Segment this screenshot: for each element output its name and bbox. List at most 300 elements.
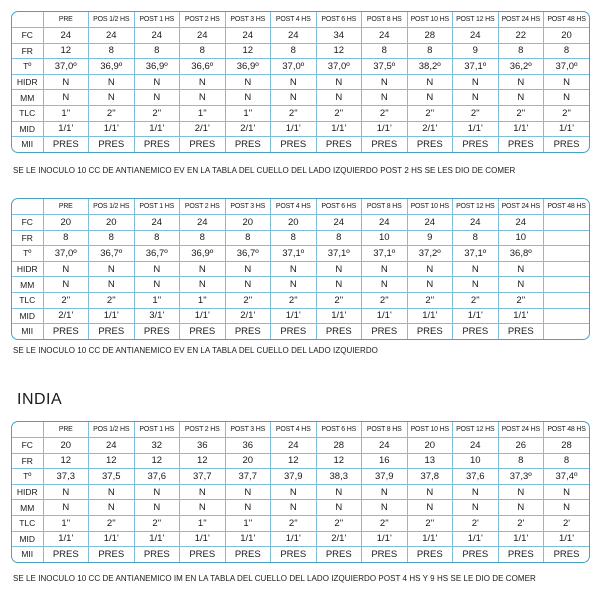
column-header: PRE — [43, 199, 89, 215]
table-cell: PRES — [407, 547, 453, 562]
table-cell: 1/1' — [453, 531, 499, 547]
table-cell: 37,1º — [362, 246, 408, 262]
table-cell: N — [498, 484, 544, 500]
table-cell: 2" — [134, 515, 180, 531]
table-cell: 28 — [544, 438, 590, 454]
table-cell: 2" — [225, 292, 271, 308]
table-cell: PRES — [225, 547, 271, 562]
table-cell: 1/1' — [362, 121, 408, 137]
table-cell: 26 — [498, 438, 544, 454]
table-row — [12, 28, 589, 44]
table-cell: N — [89, 500, 135, 516]
table-cell: 1" — [134, 292, 180, 308]
column-header: POST 12 HS — [453, 422, 499, 438]
table-cell: 24 — [453, 215, 499, 231]
table-cell: 20 — [271, 215, 317, 231]
table-cell: 2/1' — [43, 308, 89, 324]
column-header: POST 2 HS — [180, 199, 226, 215]
column-header: POST 12 HS — [453, 199, 499, 215]
column-header: POST 12 HS — [453, 12, 499, 28]
table-cell: 2" — [89, 292, 135, 308]
table-cell: PRES — [316, 547, 362, 562]
row-label: MID — [12, 531, 43, 547]
table-cell: 8 — [544, 453, 590, 469]
table-cell: 1" — [180, 292, 226, 308]
table-cell — [544, 261, 590, 277]
column-header: POST 3 HS — [225, 422, 271, 438]
table-cell: 2/1' — [180, 121, 226, 137]
table-cell: PRES — [43, 137, 89, 152]
table-cell: 8 — [362, 43, 408, 59]
table-cell: N — [225, 484, 271, 500]
table-cell: 1/1' — [271, 531, 317, 547]
table-cell: 2/1' — [225, 121, 271, 137]
table-cell: 2" — [271, 105, 317, 121]
table-cell: 36,9º — [180, 246, 226, 262]
table-cell: 2" — [271, 515, 317, 531]
column-header: POST 24 HS — [498, 199, 544, 215]
table-cell: 36 — [225, 438, 271, 454]
column-header: POST 10 HS — [407, 422, 453, 438]
table-cell: PRES — [271, 324, 317, 339]
corner-cell — [12, 422, 43, 438]
table-cell: N — [453, 90, 499, 106]
table-cell: 37,3 — [43, 469, 89, 485]
column-header: POST 10 HS — [407, 12, 453, 28]
table-cell: 1/1' — [498, 531, 544, 547]
column-header: POST 48 HS — [544, 422, 590, 438]
table-cell: N — [225, 90, 271, 106]
column-header: POST 8 HS — [362, 422, 408, 438]
table-cell: PRES — [43, 547, 89, 562]
vitals-table — [12, 422, 589, 562]
table-cell: 2" — [362, 105, 408, 121]
table-cell: 37,0º — [43, 59, 89, 75]
table-cell: N — [316, 261, 362, 277]
table-cell: 24 — [89, 28, 135, 44]
row-label: HIDR — [12, 484, 43, 500]
table-cell: N — [180, 74, 226, 90]
table-cell: 24 — [362, 215, 408, 231]
table-cell: 20 — [407, 438, 453, 454]
table-cell: N — [271, 484, 317, 500]
table-cell: N — [544, 90, 590, 106]
table-cell: 12 — [134, 453, 180, 469]
table-cell: 2' — [544, 515, 590, 531]
row-label: FR — [12, 230, 43, 246]
column-header: POST 2 HS — [180, 422, 226, 438]
table-cell: PRES — [362, 137, 408, 152]
table-cell: PRES — [180, 324, 226, 339]
table-cell: N — [225, 500, 271, 516]
table-cell: N — [89, 74, 135, 90]
table-cell: 24 — [362, 438, 408, 454]
table-cell: 2/1' — [407, 121, 453, 137]
table-cell: 38,2º — [407, 59, 453, 75]
table-cell: 22 — [498, 28, 544, 44]
table-cell: N — [43, 261, 89, 277]
header-row — [12, 199, 589, 215]
table-cell: 2' — [453, 515, 499, 531]
table-cell: 37,0º — [43, 246, 89, 262]
row-label: Tº — [12, 246, 43, 262]
table-cell: N — [43, 90, 89, 106]
table-cell: 37,2º — [407, 246, 453, 262]
table-row — [12, 230, 589, 246]
table-cell: 36 — [180, 438, 226, 454]
table-cell: 36,9º — [134, 59, 180, 75]
table-cell: 8 — [134, 230, 180, 246]
table-cell: 2" — [544, 105, 590, 121]
table-cell: N — [316, 74, 362, 90]
table-cell: 37,0º — [316, 59, 362, 75]
table-row — [12, 90, 589, 106]
table-cell: N — [407, 277, 453, 293]
column-header: POST 3 HS — [225, 12, 271, 28]
row-label: MM — [12, 500, 43, 516]
table-cell: N — [134, 90, 180, 106]
table-cell: N — [362, 277, 408, 293]
table-cell: N — [89, 484, 135, 500]
table-cell: 24 — [453, 28, 499, 44]
table-cell: 13 — [407, 453, 453, 469]
table-cell: 2" — [89, 105, 135, 121]
table-cell: 2" — [134, 105, 180, 121]
table-cell: 20 — [544, 28, 590, 44]
table-cell: PRES — [271, 137, 317, 152]
table-row — [12, 308, 589, 324]
table-cell: 37,1º — [271, 246, 317, 262]
table-cell: 20 — [225, 453, 271, 469]
table-cell: N — [89, 277, 135, 293]
table-cell: 2" — [498, 292, 544, 308]
table-cell: 2" — [498, 105, 544, 121]
column-header: POST 10 HS — [407, 199, 453, 215]
table-cell: 10 — [453, 453, 499, 469]
table-cell: 37,5º — [362, 59, 408, 75]
table-cell: PRES — [89, 547, 135, 562]
table-cell: N — [453, 500, 499, 516]
table-cell: 1" — [225, 515, 271, 531]
table-cell: N — [225, 261, 271, 277]
table-row — [12, 324, 589, 339]
table-cell: PRES — [453, 324, 499, 339]
row-label: MM — [12, 277, 43, 293]
row-label: MM — [12, 90, 43, 106]
table-cell: 37,0º — [544, 59, 590, 75]
table-cell: 37,5 — [89, 469, 135, 485]
table-cell: 37,9 — [271, 469, 317, 485]
table-cell: 1/1' — [316, 308, 362, 324]
table-row — [12, 121, 589, 137]
table-cell: N — [498, 277, 544, 293]
table-cell: N — [316, 277, 362, 293]
row-label: FR — [12, 453, 43, 469]
column-header: PRE — [43, 422, 89, 438]
table-row — [12, 292, 589, 308]
table-cell: PRES — [316, 137, 362, 152]
row-label: FC — [12, 438, 43, 454]
table-row — [12, 438, 589, 454]
table-cell: PRES — [225, 324, 271, 339]
table-cell: 8 — [89, 43, 135, 59]
table-cell: 24 — [180, 215, 226, 231]
vitals-table — [12, 12, 589, 152]
caption-2: SE LE INOCULO 10 CC DE ANTIANEMICO EV EN LA TABLA DEL CUELLO DEL LADO IZQUIERDO — [13, 346, 378, 355]
table-cell: 1/1' — [180, 531, 226, 547]
table-cell: 24 — [43, 28, 89, 44]
column-header: POST 4 HS — [271, 12, 317, 28]
table-row — [12, 137, 589, 152]
table-cell: 24 — [271, 28, 317, 44]
table-cell: 2/1' — [225, 308, 271, 324]
table-cell: 1" — [225, 105, 271, 121]
table-cell: N — [453, 261, 499, 277]
column-header: POST 24 HS — [498, 12, 544, 28]
corner-cell — [12, 12, 43, 28]
table-cell: 1/1' — [544, 531, 590, 547]
table-cell: N — [544, 500, 590, 516]
table-cell: 12 — [43, 43, 89, 59]
row-label: FR — [12, 43, 43, 59]
table-cell: N — [316, 90, 362, 106]
table-cell: 2" — [407, 292, 453, 308]
table-cell: N — [225, 74, 271, 90]
table-cell: PRES — [453, 137, 499, 152]
caption-3: SE LE INOCULO 10 CC DE ANTIANEMICO IM EN LA TABLA DEL CUELLO DEL LADO IZQUIERDO POST 4 HS Y 9 HS SE LE DIO DE COMER — [13, 574, 536, 583]
table-cell: 1/1' — [89, 121, 135, 137]
table-cell: N — [453, 277, 499, 293]
table-cell: 1/1' — [362, 308, 408, 324]
table-cell: 1/1' — [43, 531, 89, 547]
row-label: TLC — [12, 515, 43, 531]
table-cell: PRES — [134, 547, 180, 562]
table-cell: 1/1' — [498, 121, 544, 137]
table-cell: N — [134, 484, 180, 500]
table-cell — [544, 292, 590, 308]
table-cell: N — [180, 261, 226, 277]
table-cell: 1/1' — [225, 531, 271, 547]
table-cell: PRES — [89, 324, 135, 339]
table-cell: N — [498, 500, 544, 516]
table-cell: 12 — [316, 43, 362, 59]
table-cell: N — [43, 74, 89, 90]
table-cell: 1/1' — [362, 531, 408, 547]
table-cell: N — [271, 261, 317, 277]
row-label: MID — [12, 121, 43, 137]
table-cell: 2/1' — [316, 531, 362, 547]
table-cell: N — [43, 277, 89, 293]
row-label: MID — [12, 308, 43, 324]
table-cell — [544, 324, 590, 339]
table-cell: PRES — [225, 137, 271, 152]
table-cell: 12 — [271, 453, 317, 469]
table-cell: 1/1' — [407, 531, 453, 547]
table-cell: 2" — [89, 515, 135, 531]
table-cell: N — [362, 500, 408, 516]
table-cell: 1/1' — [407, 308, 453, 324]
table-cell: 24 — [316, 215, 362, 231]
column-header: POS 1/2 HS — [89, 422, 135, 438]
table-cell: 1" — [43, 105, 89, 121]
table-cell: 2" — [407, 105, 453, 121]
table-cell: N — [316, 500, 362, 516]
column-header: POST 6 HS — [316, 422, 362, 438]
table-row — [12, 105, 589, 121]
table-3 — [11, 421, 590, 563]
table-cell: 37,6 — [453, 469, 499, 485]
table-cell: 36,7º — [225, 246, 271, 262]
table-cell: 3/1' — [134, 308, 180, 324]
table-row — [12, 547, 589, 562]
table-cell: 8 — [498, 43, 544, 59]
table-cell: 20 — [89, 215, 135, 231]
table-cell: PRES — [134, 324, 180, 339]
table-cell: 37,1º — [453, 246, 499, 262]
table-cell: 1/1' — [89, 531, 135, 547]
table-row — [12, 74, 589, 90]
table-cell — [544, 308, 590, 324]
row-label: Tº — [12, 469, 43, 485]
table-cell: PRES — [498, 547, 544, 562]
table-cell: 36,6º — [180, 59, 226, 75]
table-cell: N — [225, 277, 271, 293]
table-row — [12, 453, 589, 469]
table-cell: N — [362, 261, 408, 277]
table-cell: 37,7 — [180, 469, 226, 485]
table-cell: 36,8º — [498, 246, 544, 262]
table-cell: 2" — [453, 292, 499, 308]
table-cell: 1/1' — [498, 308, 544, 324]
table-cell: 37,1º — [453, 59, 499, 75]
caption-1: SE LE INOCULO 10 CC DE ANTIANEMICO EV EN LA TABLA DEL CUELLO DEL LADO IZQUIERDO POST 2 HS SE LES DIO DE COMER — [13, 166, 516, 175]
table-cell — [544, 215, 590, 231]
table-cell: PRES — [271, 547, 317, 562]
row-label: FC — [12, 28, 43, 44]
table-cell: 34 — [316, 28, 362, 44]
table-cell: 9 — [453, 43, 499, 59]
table-cell: N — [180, 500, 226, 516]
table-cell: 32 — [134, 438, 180, 454]
table-cell: N — [407, 500, 453, 516]
table-cell: 8 — [180, 43, 226, 59]
table-cell: 28 — [407, 28, 453, 44]
table-row — [12, 531, 589, 547]
table-cell: 1/1' — [271, 121, 317, 137]
table-cell: 2" — [362, 515, 408, 531]
table-cell: 24 — [362, 28, 408, 44]
table-cell: N — [362, 484, 408, 500]
table-cell: 24 — [271, 438, 317, 454]
table-cell: 1/1' — [134, 121, 180, 137]
header-row — [12, 12, 589, 28]
table-cell: 37,9 — [362, 469, 408, 485]
table-cell: N — [89, 261, 135, 277]
column-header: POST 4 HS — [271, 422, 317, 438]
table-cell: 8 — [134, 43, 180, 59]
table-cell: N — [362, 74, 408, 90]
table-cell: 16 — [362, 453, 408, 469]
table-cell: PRES — [453, 547, 499, 562]
table-cell: 12 — [225, 43, 271, 59]
table-cell: N — [453, 74, 499, 90]
table-cell: N — [271, 74, 317, 90]
column-header: POST 1 HS — [134, 422, 180, 438]
table-cell: PRES — [498, 324, 544, 339]
table-cell: N — [180, 90, 226, 106]
table-cell: 24 — [225, 28, 271, 44]
column-header: POST 4 HS — [271, 199, 317, 215]
table-cell: PRES — [316, 324, 362, 339]
table-cell: 1/1' — [544, 121, 590, 137]
table-cell: PRES — [407, 324, 453, 339]
table-cell: 1" — [180, 515, 226, 531]
column-header: POST 48 HS — [544, 12, 590, 28]
table-cell: 37,6 — [134, 469, 180, 485]
row-label: HIDR — [12, 261, 43, 277]
table-cell: PRES — [89, 137, 135, 152]
table-cell: PRES — [362, 547, 408, 562]
table-row — [12, 484, 589, 500]
table-cell: 2" — [453, 105, 499, 121]
table-cell: PRES — [553, 548, 580, 560]
table-cell: 9 — [407, 230, 453, 246]
row-label: MII — [12, 324, 43, 339]
vitals-table — [12, 199, 589, 339]
table-cell: 24 — [407, 215, 453, 231]
table-cell: N — [407, 74, 453, 90]
table-cell: 37,1º — [316, 246, 362, 262]
table-cell: 1/1' — [180, 308, 226, 324]
table-cell: 2" — [407, 515, 453, 531]
table-cell: N — [134, 261, 180, 277]
column-header: POST 24 HS — [498, 422, 544, 438]
table-cell: 36,7º — [89, 246, 135, 262]
table-cell — [544, 230, 590, 246]
column-header: POST 3 HS — [225, 199, 271, 215]
table-cell: 1/1' — [316, 121, 362, 137]
table-cell: 20 — [225, 215, 271, 231]
column-header: POST 8 HS — [362, 12, 408, 28]
table-cell: 24 — [180, 28, 226, 44]
row-label: Tº — [12, 59, 43, 75]
table-cell: N — [498, 261, 544, 277]
table-cell: 36,9º — [89, 59, 135, 75]
table-cell: 37,8 — [407, 469, 453, 485]
table-cell: 8 — [271, 43, 317, 59]
table-cell: 8 — [225, 230, 271, 246]
column-header: POST 1 HS — [134, 12, 180, 28]
column-header: POST 8 HS — [362, 199, 408, 215]
table-cell: N — [134, 74, 180, 90]
table-cell: PRES — [134, 137, 180, 152]
table-cell: PRES — [498, 137, 544, 152]
table-cell: 2" — [316, 292, 362, 308]
table-cell: N — [498, 90, 544, 106]
table-row — [12, 277, 589, 293]
column-header: POST 6 HS — [316, 199, 362, 215]
table-cell: N — [43, 484, 89, 500]
table-cell: 2" — [362, 292, 408, 308]
table-cell: N — [498, 74, 544, 90]
table-cell: 2" — [271, 292, 317, 308]
table-cell: 20 — [43, 215, 89, 231]
row-label: MII — [12, 547, 43, 562]
table-cell: PRES — [553, 138, 580, 150]
table-cell: 2" — [43, 292, 89, 308]
table-cell: N — [407, 90, 453, 106]
table-cell: 1/1' — [453, 121, 499, 137]
